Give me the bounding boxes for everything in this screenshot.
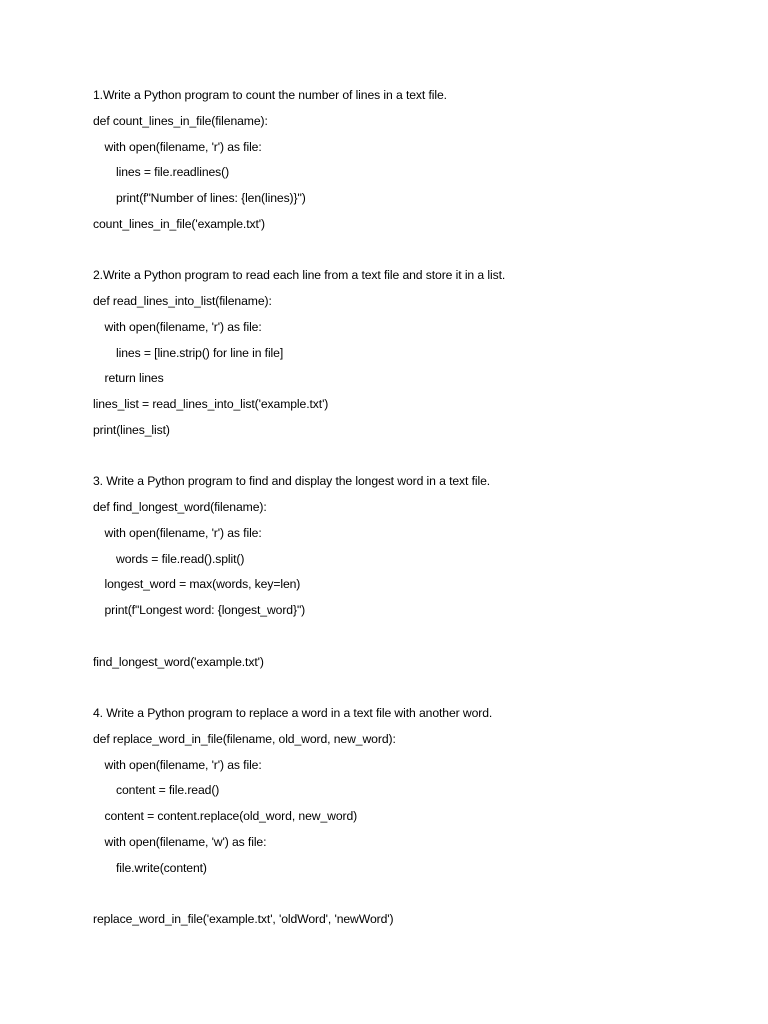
code-line: replace_word_in_file('example.txt', 'oldWord', 'newWord') [93, 912, 394, 926]
code-line: def read_lines_into_list(filename): [93, 294, 272, 308]
blank-line [93, 240, 733, 266]
code-line: content = file.read() [116, 783, 220, 798]
code-line: with open(filename, 'r') as file: [104, 319, 262, 334]
question-3-heading: 3. Write a Python program to find and display the longest word in a text file. [93, 474, 491, 489]
code-line: file.write(content) [116, 860, 207, 875]
code-line: lines = [line.strip() for line in file] [116, 345, 284, 360]
blank-line [93, 677, 733, 703]
code-line: print(f"Number of lines: {len(lines)}") [116, 191, 306, 205]
code-line: find_longest_word('example.txt') [93, 654, 264, 669]
code-line: with open(filename, 'r') as file: [104, 757, 262, 772]
code-line: words = file.read().split() [116, 551, 245, 566]
question-1-heading: 1.Write a Python program to count the number of lines in a text file. [93, 88, 447, 102]
code-line: count_lines_in_file('example.txt') [93, 216, 265, 231]
code-line: return lines [104, 371, 164, 386]
question-2-heading: 2.Write a Python program to read each line from a text file and store it in a list. [93, 268, 506, 283]
code-line: print(lines_list) [93, 422, 170, 437]
code-line: with open(filename, 'w') as file: [104, 834, 267, 849]
blank-line [93, 626, 733, 652]
code-line: lines_list = read_lines_into_list('example.txt') [93, 397, 329, 411]
code-line: with open(filename, 'r') as file: [104, 525, 262, 540]
blank-line [93, 883, 733, 909]
code-line: longest_word = max(words, key=len) [104, 577, 301, 592]
code-line: with open(filename, 'r') as file: [104, 139, 262, 154]
code-line: content = content.replace(old_word, new_word) [104, 809, 358, 823]
document-body [93, 85, 733, 935]
code-line: def replace_word_in_file(filename, old_word, new_word): [93, 731, 396, 746]
code-line: print(f"Longest word: {longest_word}") [104, 603, 306, 617]
blank-line [93, 446, 733, 472]
code-line: def count_lines_in_file(filename): [93, 113, 268, 128]
question-4-heading: 4. Write a Python program to replace a word in a text file with another word. [93, 706, 493, 720]
code-line: def find_longest_word(filename): [93, 500, 267, 514]
code-line: lines = file.readlines() [116, 165, 230, 180]
